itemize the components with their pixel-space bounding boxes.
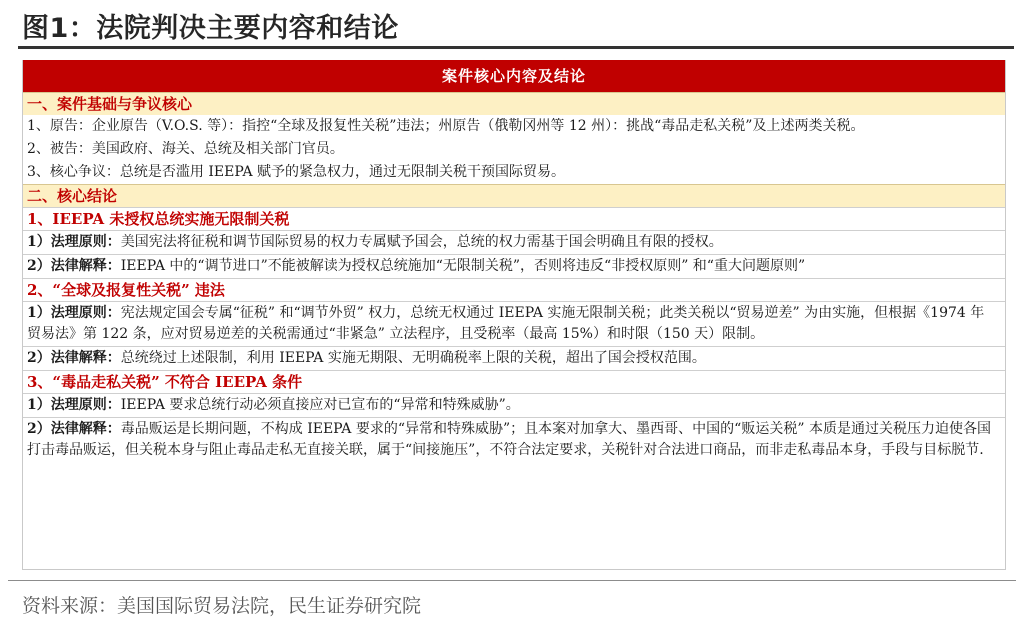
table-bottom-border — [23, 569, 1005, 570]
point-text: 美国宪法将征税和调节国际贸易的权力专属赋予国会，总统的权力需基于国会明确且有限的授权。 — [120, 234, 723, 250]
conclusion-1-title: 1、IEEPA 未授权总统实施无限制关税 — [23, 207, 1005, 230]
conclusion-3-principle — [23, 393, 1005, 417]
figure-title: 图1：法院判决主要内容和结论 — [22, 13, 399, 44]
source-note: 资料来源：美国国际贸易法院，民生证券研究院 — [22, 595, 422, 617]
point-text: 毒品贩运是长期问题，不构成 IEEPA 要求的“异常和特殊威胁”；且本案对加拿大、墨西哥、中国的“贩运关税” 本质是通过关税压力迫使各国打击毒品贩运，但关税本身与阻止毒品走私无直接关联，属于“间接施压”，不符合法定要求，关税针对合法进口商品，而非走私毒品本身，手段与目标脱节. — [27, 421, 991, 458]
point-label: 2）法律解释： — [27, 421, 121, 437]
point-text: IEEPA 要求总统行动必须直接应对已宣布的“异常和特殊威胁”。 — [120, 397, 520, 413]
conclusion-2-principle — [23, 301, 1005, 346]
point-text: IEEPA 中的“调节进口”不能被解读为授权总统施加“无限制关税”，否则将违反“非授权原则” 和“重大问题原则” — [120, 258, 806, 274]
table-header: 案件核心内容及结论 — [23, 60, 1005, 92]
point-label: 1）法理原则： — [27, 305, 121, 321]
conclusion-1-principle — [23, 230, 1005, 254]
section-header-conclusions: 二、核心结论 — [23, 184, 1005, 207]
section-header-basis: 一、案件基础与争议核心 — [23, 92, 1005, 115]
conclusion-3-title: 3、“毒品走私关税” 不符合 IEEPA 条件 — [23, 370, 1005, 393]
point-label: 2）法律解释： — [27, 350, 121, 366]
point-label: 1）法理原则： — [27, 234, 121, 250]
title-divider — [18, 46, 1014, 49]
conclusion-2-title: 2、“全球及报复性关税” 违法 — [23, 278, 1005, 301]
point-text: 总统绕过上述限制，利用 IEEPA 实施无期限、无明确税率上限的关税，超出了国会授权范围。 — [120, 350, 706, 366]
source-divider — [8, 580, 1016, 581]
plaintiff-row: 1、原告：企业原告（V.O.S. 等）：指控“全球及报复性关税”违法；州原告（俄勒冈州等 12 州）：挑战“毒品走私关税”及上述两类关税。 — [27, 118, 865, 134]
conclusion-1-interpretation — [23, 254, 1005, 278]
case-summary-table — [22, 60, 1006, 570]
conclusion-3-interpretation — [23, 417, 1005, 462]
point-label: 1）法理原则： — [27, 397, 121, 413]
point-text: 宪法规定国会专属“征税” 和“调节外贸” 权力，总统无权通过 IEEPA 实施无限制关税；此类关税以“贸易逆差” 为由实施，但根据《1974 年贸易法》第 122 条，应对贸易逆差的关税需通过“非紧急” 立法程序，且受税率（最高 15%）和时限（150 天）限制。 — [27, 305, 985, 342]
defendant-row: 2、被告：美国政府、海关、总统及相关部门官员。 — [27, 141, 344, 157]
point-label: 2）法律解释： — [27, 258, 121, 274]
conclusion-2-interpretation — [23, 346, 1005, 370]
core-dispute-row: 3、核心争议：总统是否滥用 IEEPA 赋予的紧急权力，通过无限制关税干预国际贸易。 — [27, 164, 566, 180]
